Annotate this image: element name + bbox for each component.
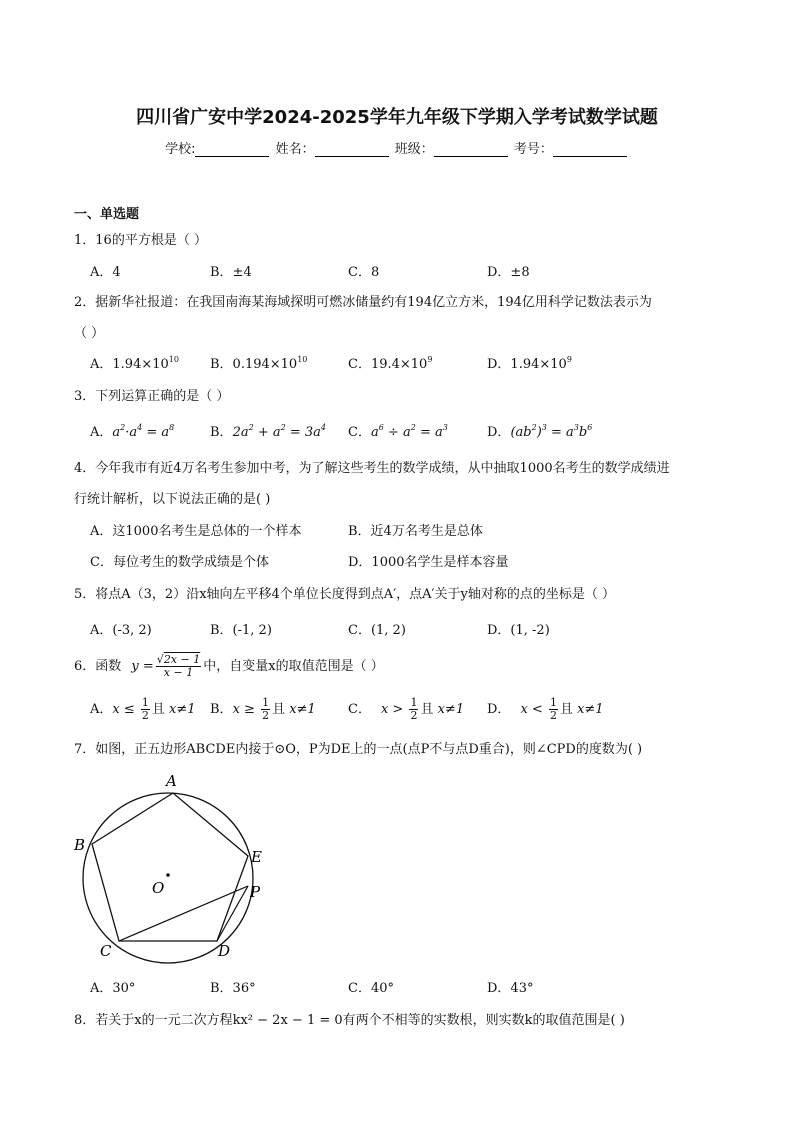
question-5: 5．将点A（3，2）沿x轴向左平移4个单位长度得到点A′，点A′关于y轴对称的点的坐标是（ ） — [74, 587, 615, 602]
label-b: B — [74, 836, 86, 854]
q6-function-fraction: $\frac{√2x - 1}{x - 1}$ — [156, 653, 201, 679]
q6-option-b-frac: $\frac{1}{2}$ — [262, 696, 270, 722]
q2-option-d-text: D．1.94×10 — [487, 357, 567, 372]
q3-option-b-label: B． — [210, 425, 233, 440]
label-p: P — [250, 883, 261, 901]
q6-option-c-frac: $\frac{1}{2}$ — [410, 696, 418, 722]
question-6-suffix: 中，自变量x的取值范围是（ ） — [203, 659, 384, 674]
q6-option-b-cond: 且 — [272, 702, 286, 717]
page-title: 四川省广安中学2024-2025学年九年级下学期入学考试数学试题 — [136, 107, 658, 128]
name-blank[interactable] — [315, 142, 389, 157]
q1-option-d[interactable]: D．±8 — [487, 265, 530, 280]
student-info-fields — [0, 138, 794, 157]
q6-option-b[interactable] — [210, 697, 316, 722]
question-6 — [74, 654, 384, 679]
q6-option-b-label: B． — [210, 702, 233, 717]
q2-option-a-text: A．1.94×10 — [90, 357, 169, 372]
name-label: 姓名： — [275, 142, 315, 157]
q6-option-a-frac: $\frac{1}{2}$ — [141, 696, 149, 722]
number-label: 考号： — [513, 142, 553, 157]
q2-option-d-exp: 9 — [566, 355, 572, 364]
q6-option-d-frac: $\frac{1}{2}$ — [549, 696, 557, 722]
q6-option-c[interactable] — [348, 697, 464, 722]
question-2: 2．据新华社报道：在我国南海某海域探明可燃冰储量约有194亿立方米，194亿用科学记数法表示为 — [74, 295, 652, 310]
school-label: 学校: — [165, 142, 196, 157]
q6-option-a[interactable] — [90, 697, 196, 722]
q6-option-b-ne: x≠1 — [285, 702, 316, 717]
label-c: C — [100, 942, 112, 960]
q3-option-a[interactable] — [90, 421, 174, 440]
pentagon-circle-diagram — [70, 768, 290, 968]
q2-option-b[interactable] — [210, 353, 307, 372]
q6-option-d[interactable] — [487, 697, 604, 722]
q1-option-b[interactable]: B．±4 — [210, 265, 252, 280]
q3-option-d-expr: $(ab^2)^3 = a^3b^6$ — [510, 423, 593, 440]
q6-option-c-cond: 且 — [420, 702, 434, 717]
q2-option-c-exp: 9 — [427, 355, 433, 364]
q3-option-c-label: C． — [348, 425, 371, 440]
q2-option-b-exp: 10 — [297, 355, 308, 364]
q1-option-c[interactable]: C．8 — [348, 265, 380, 280]
center-point — [166, 873, 170, 877]
q6-option-c-ne: x≠1 — [433, 702, 465, 717]
q7-option-a[interactable]: A．30° — [90, 981, 136, 996]
q6-option-c-label: C． — [348, 702, 371, 717]
q2-option-d[interactable] — [487, 353, 572, 372]
class-blank[interactable] — [434, 142, 508, 157]
q6-function-expr: y = — [131, 659, 154, 674]
q5-option-a[interactable]: A．(-3, 2) — [90, 623, 152, 638]
q7-option-d[interactable]: D．43° — [487, 981, 534, 996]
question-8: 8．若关于x的一元二次方程kx² − 2x − 1 = 0有两个不相等的实数根，则实数k的取值范围是( ) — [74, 1013, 625, 1028]
question-3: 3．下列运算正确的是（ ） — [74, 389, 230, 404]
q3-option-a-expr: $a^2\cdot a^4 = a^8$ — [112, 423, 175, 440]
q6-option-a-label: A． — [90, 702, 113, 717]
q3-option-d-label: D． — [487, 425, 511, 440]
label-d: D — [218, 942, 231, 960]
label-a: A — [166, 772, 177, 790]
q6-option-d-label: D． — [487, 702, 511, 717]
q6-option-b-expr: x ≥ — [232, 702, 260, 717]
q6-option-c-expr: x > — [380, 702, 408, 717]
label-e: E — [251, 848, 262, 866]
q3-option-c[interactable] — [348, 421, 448, 440]
q6-option-a-ne: x≠1 — [164, 702, 196, 717]
q4-option-d[interactable]: D．1000名学生是样本容量 — [348, 555, 509, 570]
section-title: 一、单选题 — [74, 207, 140, 222]
question-2-cont: （ ） — [74, 326, 105, 341]
school-blank[interactable] — [195, 142, 269, 157]
question-4-cont: 行统计解析，以下说法正确的是( ) — [74, 492, 271, 507]
q5-option-c[interactable]: C．(1, 2) — [348, 623, 406, 638]
question-7: 7．如图，正五边形ABCDE内接于⊙O，P为DE上的一点(点P不与点D重合)，则∠CPD的度数为( ) — [74, 742, 643, 757]
q1-option-a[interactable]: A．4 — [90, 265, 121, 280]
q5-option-b[interactable]: B．(-1, 2) — [210, 623, 272, 638]
q2-option-a[interactable] — [90, 353, 179, 372]
number-blank[interactable] — [553, 142, 627, 157]
q4-option-c[interactable]: C．每位考生的数学成绩是个体 — [90, 555, 269, 570]
label-o: O — [152, 879, 165, 897]
q4-option-a[interactable]: A．这1000名考生是总体的一个样本 — [90, 524, 302, 539]
segment-cp — [119, 886, 248, 941]
q7-option-b[interactable]: B．36° — [210, 981, 256, 996]
q6-option-d-cond: 且 — [559, 702, 573, 717]
q5-option-d[interactable]: D．(1, -2) — [487, 623, 550, 638]
q6-option-d-ne: x≠1 — [572, 702, 604, 717]
q7-option-c[interactable]: C．40° — [348, 981, 394, 996]
q4-option-b[interactable]: B．近4万名考生是总体 — [348, 524, 483, 539]
q3-option-c-expr: $a^6 \div a^2 = a^3$ — [370, 423, 448, 440]
q2-option-b-text: B．0.194×10 — [210, 357, 298, 372]
question-4: 4．今年我市有近4万名考生参加中考，为了解这些考生的数学成绩，从中抽取1000名考生的数学成绩进 — [74, 461, 670, 476]
class-label: 班级： — [394, 142, 434, 157]
question-1: 1．16的平方根是（ ） — [74, 233, 207, 248]
q3-option-a-label: A． — [90, 425, 113, 440]
q3-option-d[interactable] — [487, 421, 592, 440]
circle-o — [83, 793, 253, 963]
question-6-prefix: 6．函数 — [74, 659, 122, 674]
q6-option-d-expr: x < — [520, 702, 547, 717]
q2-option-c[interactable] — [348, 353, 432, 372]
q2-option-c-text: C．19.4×10 — [348, 357, 428, 372]
q6-option-a-expr: x ≤ — [112, 702, 139, 717]
q3-option-b-expr: $2a^2 + a^2 = 3a^4$ — [232, 423, 326, 440]
q6-option-a-cond: 且 — [151, 702, 165, 717]
q2-option-a-exp: 10 — [168, 355, 179, 364]
q3-option-b[interactable] — [210, 421, 326, 440]
